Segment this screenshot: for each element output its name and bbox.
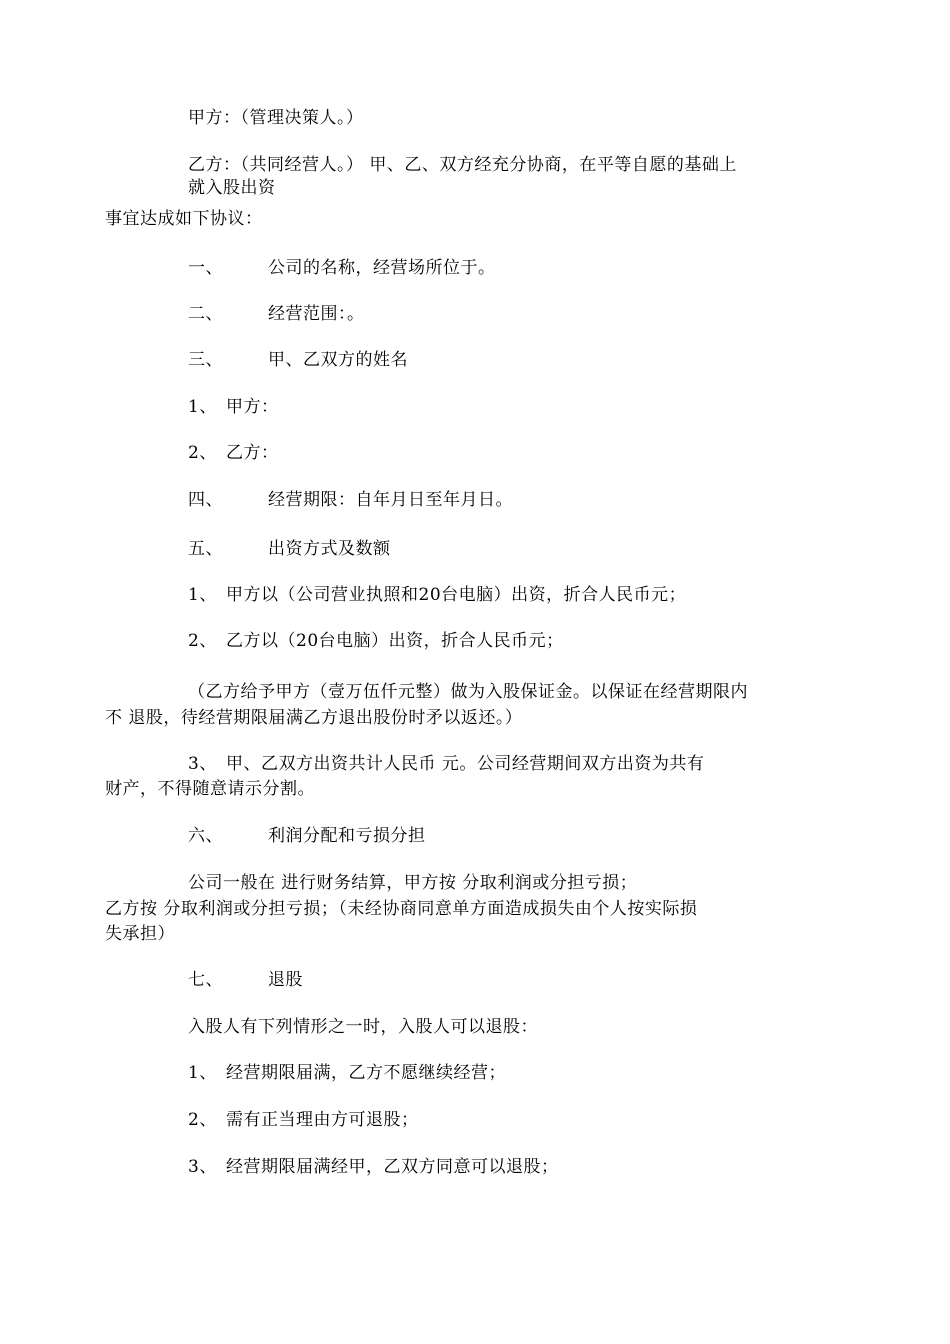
section-5-note-text-1: （乙方给予甲方（壹万伍仟元整）做为入股保证金。以保证在经营期限内 [188,682,748,702]
section-4-number: 四、 [188,490,223,510]
section-7-intro-text: 入股人有下列情形之一时，入股人可以退股： [188,1017,538,1037]
party-b-text: 乙方：（共同经营人。） 甲、乙、双方经充分协商，在平等自愿的基础上 [188,155,737,175]
section-6-para-text-3: 失承担） [105,924,175,944]
section-3-number: 三、 [188,350,223,370]
section-5-item-3-text: 甲、乙双方出资共计人民币 元。公司经营期间双方出资为共有 [226,754,705,774]
section-2-number: 二、 [188,304,223,324]
section-5-note-line-1 [188,682,748,702]
section-2 [188,304,365,324]
party-b-line-2 [188,178,276,198]
party-a-line [188,108,364,128]
section-7-item-2-number: 2、 [188,1110,217,1130]
section-6-para-line-1 [188,873,637,893]
section-5-item-3-line-2 [105,779,315,799]
section-5-item-2-number: 2、 [188,631,217,651]
section-5-item-1-number: 1、 [188,585,217,605]
party-b-line-3 [105,209,263,229]
section-5-item-1-text: 甲方以（公司营业执照和20台电脑）出资，折合人民币元； [226,585,687,605]
party-b-line [188,155,737,175]
section-5-item-2 [188,631,564,651]
section-1-number: 一、 [188,258,223,278]
section-5-text: 出资方式及数额 [268,539,391,559]
section-3-item-2-text: 乙方： [226,443,279,463]
section-6-number: 六、 [188,826,223,846]
section-7-intro [188,1017,538,1037]
section-6 [188,826,426,846]
section-5-item-3-text-2: 财产，不得随意请示分割。 [105,779,315,799]
section-6-para-text-2: 乙方按 分取利润或分担亏损；（未经协商同意单方面造成损失由个人按实际损 [105,899,698,919]
section-7-item-3-number: 3、 [188,1157,217,1177]
section-7-item-3-text: 经营期限届满经甲，乙双方同意可以退股； [226,1157,559,1177]
party-b-text-2: 就入股出资 [188,178,276,198]
section-7-item-1-text: 经营期限届满，乙方不愿继续经营； [226,1063,506,1083]
section-1-text: 公司的名称，经营场所位于。 [268,258,496,278]
section-5-note-text-2: 不 退股，待经营期限届满乙方退出股份时矛以返还。） [105,708,523,728]
section-3-item-2-number: 2、 [188,443,217,463]
section-5-item-2-text: 乙方以（20台电脑）出资，折合人民币元； [226,631,564,651]
section-7-number: 七、 [188,970,223,990]
section-2-text: 经营范围：。 [268,304,365,324]
section-7-item-1-number: 1、 [188,1063,217,1083]
section-7-item-3 [188,1157,559,1177]
section-3-text: 甲、乙双方的姓名 [268,350,408,370]
section-5-item-3 [188,754,704,774]
section-5-item-1 [188,585,686,605]
section-1 [188,258,496,278]
section-3-item-1 [188,397,279,417]
party-a-text: 甲方：（管理决策人。） [188,108,364,128]
section-5 [188,539,391,559]
section-5-number: 五、 [188,539,223,559]
section-5-note-line-2 [105,708,522,728]
section-4 [188,490,513,510]
section-3-item-1-text: 甲方： [226,397,279,417]
section-7 [188,970,303,990]
section-4-text: 经营期限：自年月日至年月日。 [268,490,513,510]
section-7-item-2 [188,1110,419,1130]
section-6-para-line-2 [105,899,697,919]
party-b-text-3: 事宜达成如下协议： [105,209,263,229]
section-3-item-2 [188,443,279,463]
section-7-item-1 [188,1063,506,1083]
section-6-para-text-1: 公司一般在 进行财务结算，甲方按 分取利润或分担亏损； [188,873,638,893]
section-3 [188,350,408,370]
section-6-para-line-3 [105,924,175,944]
section-7-item-2-text: 需有正当理由方可退股； [226,1110,419,1130]
section-7-text: 退股 [268,970,303,990]
section-5-item-3-number: 3、 [188,754,217,774]
section-6-text: 利润分配和亏损分担 [268,826,426,846]
section-3-item-1-number: 1、 [188,397,217,417]
